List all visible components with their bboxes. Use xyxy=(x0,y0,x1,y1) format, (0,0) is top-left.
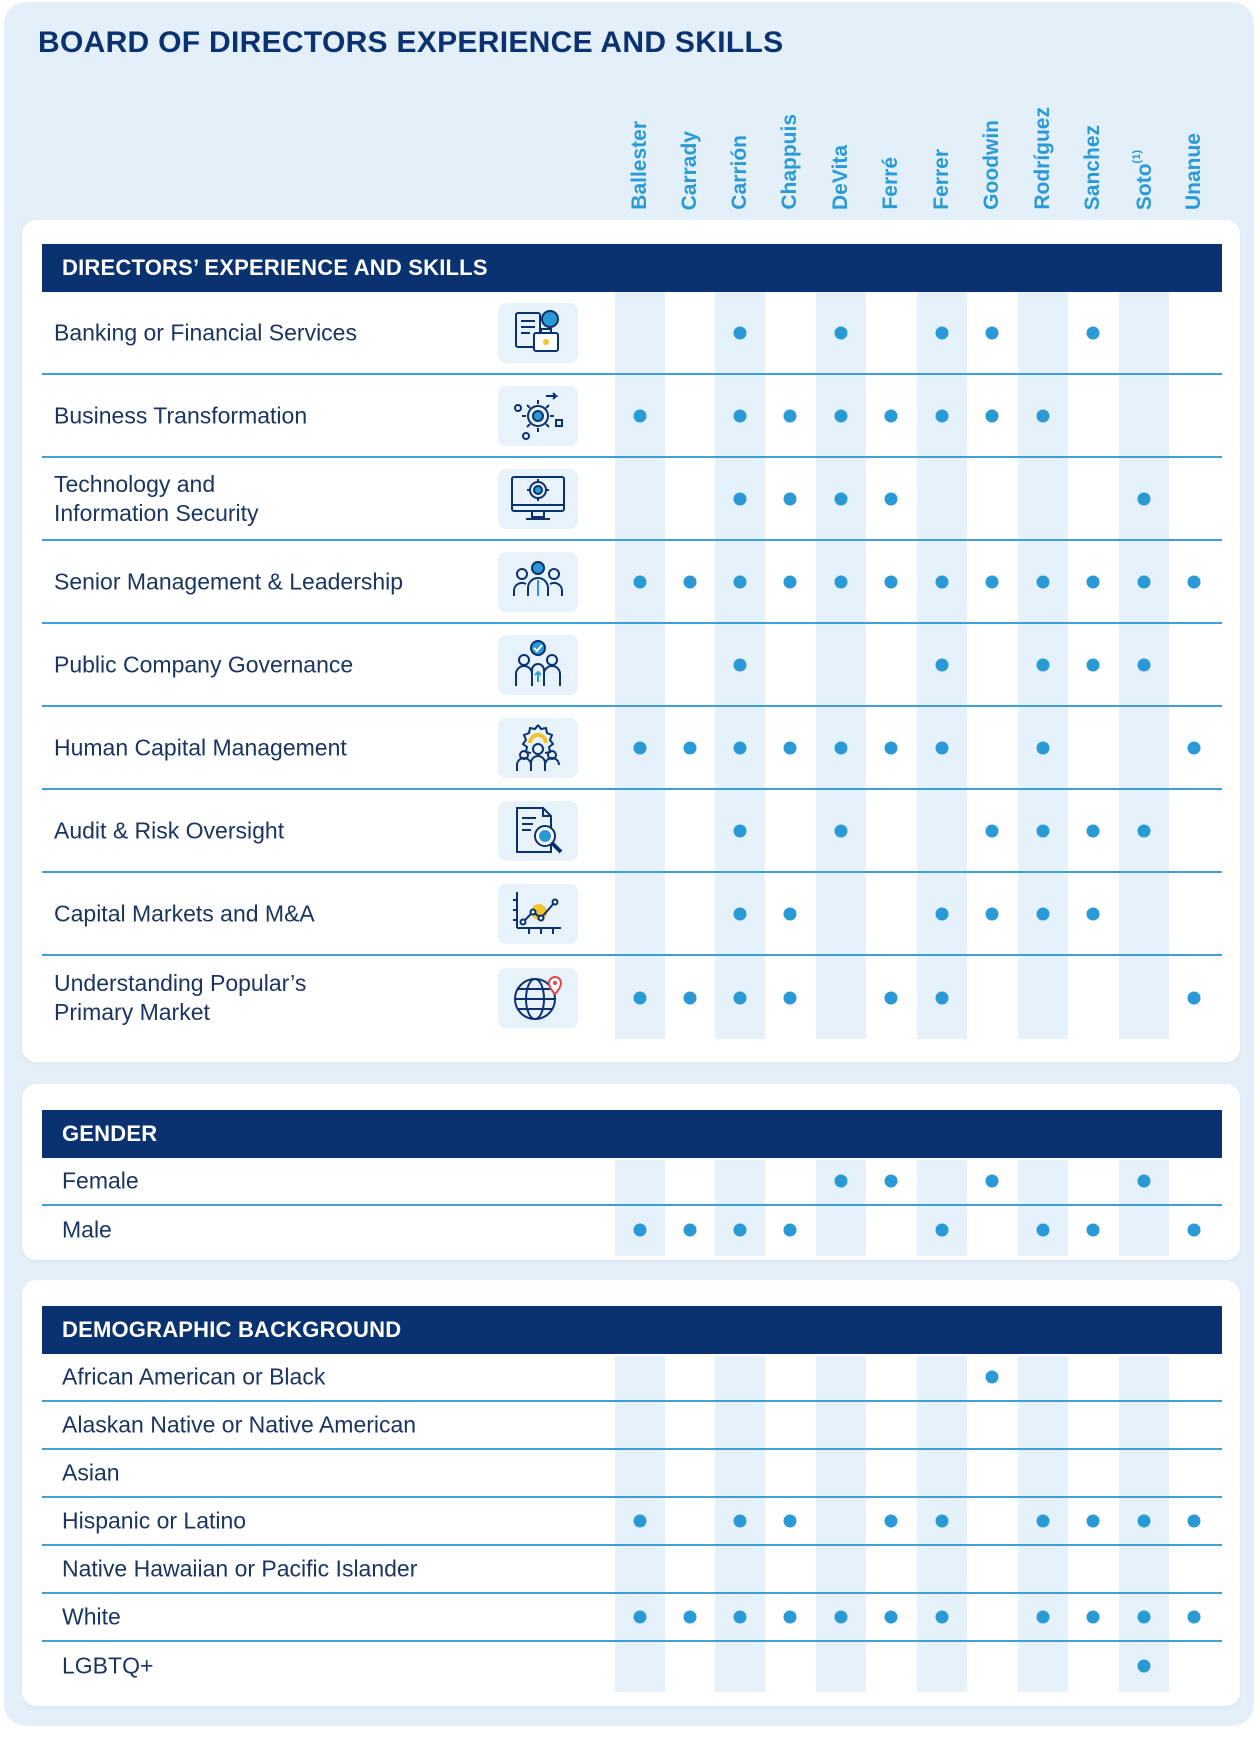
check-dot xyxy=(734,409,747,422)
director-name-text: Rodríguez xyxy=(1031,107,1054,210)
check-dot xyxy=(784,1515,797,1528)
director-name-text: Ferré xyxy=(879,157,902,210)
check-dot xyxy=(1138,658,1151,671)
director-name-text: Ballester xyxy=(628,121,651,210)
check-dot xyxy=(936,741,949,754)
check-dot xyxy=(784,1611,797,1624)
director-name-text: Chappuis xyxy=(778,114,801,210)
director-name-5 xyxy=(876,80,906,210)
demographic-row xyxy=(42,1498,1222,1546)
check-dot xyxy=(1087,326,1100,339)
check-dot xyxy=(936,409,949,422)
check-dot xyxy=(684,1224,697,1237)
experience-row xyxy=(42,790,1222,873)
check-dot xyxy=(885,1515,898,1528)
check-dot xyxy=(1188,575,1201,588)
check-dot xyxy=(1188,1224,1201,1237)
check-dot xyxy=(885,741,898,754)
gender-row xyxy=(42,1158,1222,1206)
check-dot xyxy=(936,326,949,339)
director-name-4 xyxy=(826,80,856,210)
check-dot xyxy=(1188,1611,1201,1624)
director-name-2 xyxy=(725,80,755,210)
director-name-7 xyxy=(977,80,1007,210)
check-dot xyxy=(1037,824,1050,837)
demographic-row xyxy=(42,1546,1222,1594)
check-dot xyxy=(634,409,647,422)
check-dot xyxy=(684,991,697,1004)
check-dot xyxy=(1037,1515,1050,1528)
check-dot xyxy=(784,575,797,588)
check-dot xyxy=(1138,1660,1151,1673)
check-dot xyxy=(634,991,647,1004)
check-dot xyxy=(936,1611,949,1624)
team-leader-icon xyxy=(498,552,578,612)
document-magnifier-icon xyxy=(498,801,578,861)
experience-label: Public Company Governance xyxy=(54,651,354,677)
check-dot xyxy=(936,575,949,588)
demographic-section-header: DEMOGRAPHIC BACKGROUND xyxy=(42,1306,1222,1354)
check-dot xyxy=(936,1515,949,1528)
director-name-10 xyxy=(1129,80,1159,210)
gear-transformation-icon xyxy=(498,386,578,446)
director-name-text: Goodwin xyxy=(980,120,1003,210)
check-dot xyxy=(734,907,747,920)
check-dot xyxy=(986,907,999,920)
experience-row xyxy=(42,458,1222,541)
experience-row xyxy=(42,292,1222,375)
director-name-9 xyxy=(1078,80,1108,210)
check-dot xyxy=(634,1611,647,1624)
check-dot xyxy=(634,741,647,754)
gender-label: Male xyxy=(62,1216,112,1243)
check-dot xyxy=(1037,741,1050,754)
demographic-label: LGBTQ+ xyxy=(62,1652,154,1679)
director-name-text: Soto xyxy=(1133,163,1156,210)
check-dot xyxy=(684,575,697,588)
demographic-row xyxy=(42,1450,1222,1498)
check-dot xyxy=(986,1371,999,1384)
check-dot xyxy=(986,326,999,339)
check-dot xyxy=(835,409,848,422)
demographic-row xyxy=(42,1594,1222,1642)
check-dot xyxy=(634,1515,647,1528)
check-dot xyxy=(1188,1515,1201,1528)
check-dot xyxy=(1087,575,1100,588)
experience-row xyxy=(42,624,1222,707)
check-dot xyxy=(1138,1611,1151,1624)
check-dot xyxy=(734,991,747,1004)
check-dot xyxy=(734,575,747,588)
director-name-text: Carrady xyxy=(678,130,701,210)
experience-label: Audit & Risk Oversight xyxy=(54,817,285,843)
check-dot xyxy=(784,492,797,505)
check-dot xyxy=(1188,741,1201,754)
experience-label: Understanding Popular’s Primary Market xyxy=(54,969,307,1025)
check-dot xyxy=(684,1611,697,1624)
check-dot xyxy=(784,1224,797,1237)
director-name-11 xyxy=(1179,80,1209,210)
demographic-label: Hispanic or Latino xyxy=(62,1507,247,1534)
director-name-8 xyxy=(1028,80,1058,210)
check-dot xyxy=(835,575,848,588)
director-name-text: Sanchez xyxy=(1081,124,1104,210)
demographic-label: Asian xyxy=(62,1459,120,1486)
experience-label: Capital Markets and M&A xyxy=(54,900,315,926)
check-dot xyxy=(784,991,797,1004)
check-dot xyxy=(1037,409,1050,422)
demographic-label: African American or Black xyxy=(62,1363,326,1390)
check-dot xyxy=(986,824,999,837)
check-dot xyxy=(936,1224,949,1237)
page-title: BOARD OF DIRECTORS EXPERIENCE AND SKILLS xyxy=(38,26,784,59)
check-dot xyxy=(734,1611,747,1624)
check-dot xyxy=(634,575,647,588)
check-dot xyxy=(885,1175,898,1188)
check-dot xyxy=(734,824,747,837)
check-dot xyxy=(835,492,848,505)
director-name-1 xyxy=(675,80,705,210)
gender-row xyxy=(42,1206,1222,1254)
gender-label: Female xyxy=(62,1167,139,1194)
experience-label: Business Transformation xyxy=(54,402,308,428)
check-dot xyxy=(1037,1611,1050,1624)
check-dot xyxy=(835,1611,848,1624)
check-dot xyxy=(784,409,797,422)
check-dot xyxy=(1087,824,1100,837)
check-dot xyxy=(936,658,949,671)
demographic-label: Alaskan Native or Native American xyxy=(62,1411,417,1438)
experience-label: Human Capital Management xyxy=(54,734,347,760)
check-dot xyxy=(835,824,848,837)
check-dot xyxy=(885,492,898,505)
check-dot xyxy=(734,326,747,339)
monitor-gear-icon xyxy=(498,469,578,529)
check-dot xyxy=(734,741,747,754)
check-dot xyxy=(734,658,747,671)
people-gear-icon xyxy=(498,718,578,778)
globe-pin-icon xyxy=(498,968,578,1028)
chart-growth-icon xyxy=(498,884,578,944)
check-dot xyxy=(684,741,697,754)
check-dot xyxy=(1087,658,1100,671)
gender-section-header: GENDER xyxy=(42,1110,1222,1158)
check-dot xyxy=(784,741,797,754)
director-name-0 xyxy=(625,80,655,210)
check-dot xyxy=(734,1515,747,1528)
check-dot xyxy=(734,492,747,505)
check-dot xyxy=(835,741,848,754)
check-dot xyxy=(1037,907,1050,920)
demographic-row xyxy=(42,1642,1222,1690)
check-dot xyxy=(1087,907,1100,920)
check-dot xyxy=(734,1224,747,1237)
director-names-header xyxy=(0,80,1260,210)
experience-row xyxy=(42,375,1222,458)
director-name-3 xyxy=(775,80,805,210)
check-dot xyxy=(1188,991,1201,1004)
director-footnote: (1) xyxy=(1131,149,1143,164)
demographic-label: White xyxy=(62,1603,121,1630)
check-dot xyxy=(885,409,898,422)
check-dot xyxy=(936,991,949,1004)
experience-label: Banking or Financial Services xyxy=(54,319,357,345)
check-dot xyxy=(986,409,999,422)
experience-row xyxy=(42,956,1222,1039)
experience-row xyxy=(42,873,1222,956)
check-dot xyxy=(1138,1515,1151,1528)
demographic-row xyxy=(42,1402,1222,1450)
check-dot xyxy=(1138,575,1151,588)
check-dot xyxy=(1037,575,1050,588)
check-dot xyxy=(986,575,999,588)
director-name-text: DeVita xyxy=(829,145,852,210)
check-dot xyxy=(986,1175,999,1188)
check-dot xyxy=(1087,1224,1100,1237)
check-dot xyxy=(1138,492,1151,505)
check-dot xyxy=(784,907,797,920)
check-dot xyxy=(936,907,949,920)
check-dot xyxy=(1138,1175,1151,1188)
check-dot xyxy=(1138,824,1151,837)
experience-section-header: DIRECTORS’ EXPERIENCE AND SKILLS xyxy=(42,244,1222,292)
check-dot xyxy=(835,326,848,339)
check-dot xyxy=(1037,658,1050,671)
check-dot xyxy=(885,991,898,1004)
director-name-text: Carrión xyxy=(728,135,751,210)
experience-row xyxy=(42,541,1222,624)
check-dot xyxy=(1087,1611,1100,1624)
demographic-label: Native Hawaiian or Pacific Islander xyxy=(62,1555,418,1582)
director-name-text: Unanue xyxy=(1182,132,1205,210)
check-dot xyxy=(634,1224,647,1237)
director-name-6 xyxy=(927,80,957,210)
check-dot xyxy=(1037,1224,1050,1237)
experience-label: Technology and Information Security xyxy=(54,470,259,526)
check-dot xyxy=(885,575,898,588)
governance-people-icon xyxy=(498,635,578,695)
check-dot xyxy=(885,1611,898,1624)
briefcase-document-icon xyxy=(498,303,578,363)
director-name-text: Ferrer xyxy=(930,149,953,210)
experience-label: Senior Management & Leadership xyxy=(54,568,404,594)
demographic-row xyxy=(42,1354,1222,1402)
experience-row xyxy=(42,707,1222,790)
check-dot xyxy=(835,1175,848,1188)
check-dot xyxy=(1087,1515,1100,1528)
